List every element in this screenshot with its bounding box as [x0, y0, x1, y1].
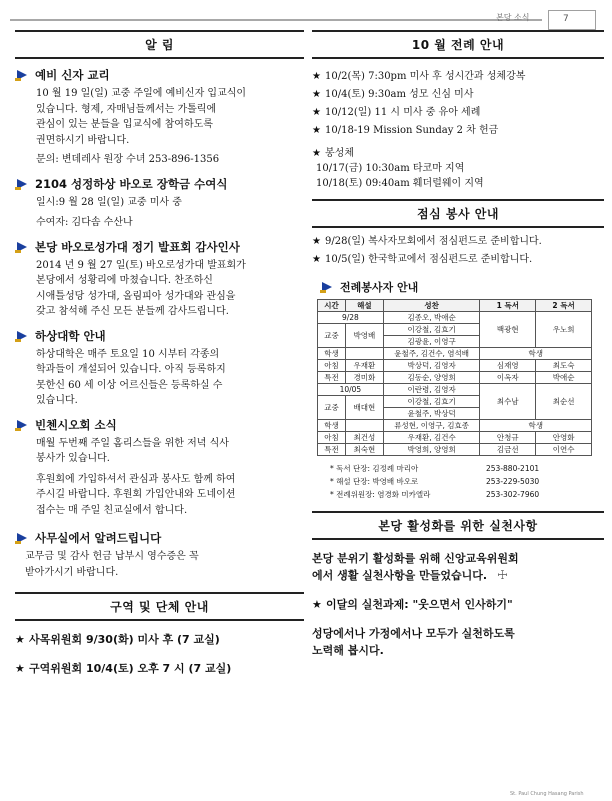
table-cell: 학생	[318, 348, 346, 360]
table-cell: 이옥자	[480, 372, 536, 384]
practice-body	[312, 550, 604, 659]
text-line: 수여자: 김다솜 수산나	[36, 217, 133, 228]
contact-label: * 전례위원장: 염경화 미카엘라	[330, 490, 431, 499]
table-cell: 윤철주, 박상덕	[383, 408, 480, 420]
lunch-text: 9/28(일) 복사자모회에서 점심펀드로 준비합니다.	[325, 236, 542, 247]
notice-item-body	[36, 436, 304, 519]
table-row	[318, 384, 592, 396]
text-line: 관심이 있는 분들을 입교식에 참여하도록	[36, 119, 213, 130]
table-cell: 박애순	[536, 372, 592, 384]
table-cell: 백광현	[480, 312, 536, 348]
text-line: 받아가시기 바랍니다.	[25, 566, 119, 578]
table-cell: 우노희	[536, 312, 592, 348]
text-line: 매월 두번째 주일 홈리스들을 위한 저녁 식사	[36, 437, 229, 449]
liturgy-list	[312, 69, 604, 191]
star-icon: ★	[312, 89, 321, 100]
star-icon: ★	[312, 107, 321, 118]
table-cell: 우재환	[345, 360, 383, 372]
text-line: 있습니다. 형제, 자매님들께서는 가톨릭에	[36, 103, 217, 115]
lunch-item	[312, 234, 604, 249]
table-header-row	[318, 300, 592, 312]
table-cell: 최수남	[480, 384, 536, 420]
table-header: 성찬	[383, 300, 480, 312]
notice-item-title	[15, 328, 304, 344]
notice-item-heading: 예비 신자 교리	[35, 68, 110, 82]
text-line: 봉사가 있습니다.	[36, 453, 110, 464]
group-item	[15, 631, 304, 648]
table-row	[318, 348, 592, 360]
table-cell: 학생	[480, 348, 592, 360]
anointing-text: 10/17(금) 10:30am 타코마 지역	[316, 163, 465, 174]
notice-item-body	[36, 195, 304, 231]
liturgy-text: 10/4(토) 9:30am 성모 신심 미사	[325, 89, 474, 100]
anointing-title: 봉성체	[325, 148, 354, 159]
table-row	[318, 312, 592, 324]
notice-item-title	[15, 530, 304, 546]
table-cell: 박상덕, 김영자	[383, 360, 480, 372]
notice-item-title	[15, 67, 304, 83]
table-cell: 아침	[318, 432, 346, 444]
groups-title: 구역 및 단체 안내	[15, 592, 304, 621]
table-cell: 윤철주, 김건수, 염석배	[383, 348, 480, 360]
pointer-bullet-icon	[15, 330, 29, 342]
servers-table	[317, 299, 592, 456]
text-line: 갖고 참석해 주신 모든 분들께 감사드립니다.	[36, 306, 229, 317]
contact-label: * 독서 단장: 김정례 마리아	[330, 464, 419, 473]
contact-row	[330, 488, 604, 501]
table-cell: 학생	[480, 420, 592, 432]
table-cell: 이강철, 김효기	[383, 396, 480, 408]
star-icon: ★	[15, 633, 25, 646]
table-cell: 특전	[318, 372, 346, 384]
contacts-list	[330, 462, 604, 501]
liturgy-text: 10/18-19 Mission Sunday 2 차 헌금	[325, 125, 499, 136]
table-header: 1 독서	[480, 300, 536, 312]
table-cell: 박영희, 양영희	[383, 444, 480, 456]
pointer-bullet-icon	[320, 281, 334, 293]
date-cell: 10/05	[318, 384, 384, 396]
table-cell: 교중	[318, 396, 346, 420]
notice-item-heading: 빈첸시오회 소식	[35, 417, 117, 432]
group-text: 사목위원회 9/30(화) 미사 후 (7 교실)	[29, 633, 220, 646]
liturgy-item	[312, 105, 604, 120]
group-text: 구역위원회 10/4(토) 오후 7 시 (7 교실)	[29, 662, 232, 675]
text-line: 후원회에 가입하셔서 관심과 봉사도 함께 하여	[36, 473, 236, 485]
table-cell: 아침	[318, 360, 346, 372]
cursor-icon: ☩	[497, 568, 508, 582]
header-section: 본당 소식	[496, 13, 530, 22]
lunch-title: 점심 봉사 안내	[312, 199, 604, 228]
pointer-bullet-icon	[15, 178, 29, 190]
table-row	[318, 360, 592, 372]
table-row	[318, 372, 592, 384]
table-cell: 이란령, 김영자	[383, 384, 480, 396]
footer-text: St. Paul Chung Hasang Parish	[510, 791, 584, 797]
contact-phone: 253-302-7960	[486, 490, 540, 499]
contact-phone: 253-880-2101	[486, 464, 540, 473]
text-line: 일시:9 월 28 일(일) 교중 미사 중	[36, 196, 182, 208]
star-icon: ★	[312, 236, 321, 247]
notice-item-body	[25, 549, 304, 580]
star-icon: ★	[15, 662, 25, 675]
pointer-bullet-icon	[15, 532, 29, 544]
date-cell: 9/28	[318, 312, 384, 324]
liturgy-item	[312, 87, 604, 102]
practice-text: 에서 생활 실천사항을 만들었습니다.	[312, 569, 488, 582]
table-cell: 최숙현	[345, 444, 383, 456]
table-cell: 이강철, 김효기	[383, 324, 480, 336]
text-line: 권면하시기 바랍니다.	[36, 134, 130, 146]
notice-item-body	[36, 347, 304, 409]
practice-title: 본당 활성화를 위한 실천사항	[312, 511, 604, 540]
text-line: 주시길 바랍니다. 후원회 가입안내와 도네이션	[36, 489, 236, 500]
table-row	[318, 432, 592, 444]
star-icon: ★	[312, 148, 321, 159]
liturgy-title: 10 월 전례 안내	[312, 30, 604, 59]
table-cell: 김동순, 양영희	[383, 372, 480, 384]
notice-item-title	[15, 417, 304, 433]
lunch-text: 10/5(일) 한국학교에서 점심펀드로 준비합니다.	[325, 254, 533, 265]
servers-title: 전례봉사자 안내	[340, 281, 419, 294]
text-line: 접수는 매 주일 친교실에서 합니다.	[36, 504, 188, 516]
table-cell: 최건성	[345, 432, 383, 444]
lunch-item	[312, 252, 604, 267]
liturgy-text: 10/12(일) 11 시 미사 중 유아 세례	[325, 107, 481, 118]
left-column	[15, 30, 304, 677]
contact-row	[330, 475, 604, 488]
right-column	[312, 30, 604, 659]
lunch-list	[312, 234, 604, 267]
table-cell: 박영배	[345, 324, 383, 348]
table-cell: 교중	[318, 324, 346, 348]
table-cell: 특전	[318, 444, 346, 456]
text-line: 본당에서 성황리에 마쳤습니다. 찬조하신	[36, 275, 213, 286]
table-header: 2 독서	[536, 300, 592, 312]
text-line: 있습니다.	[36, 395, 78, 406]
table-cell: 학생	[318, 420, 346, 432]
contact-phone: 253-229-5030	[486, 477, 540, 486]
liturgy-item	[312, 69, 604, 84]
group-item	[15, 660, 304, 677]
text-line: 시애틀성당 성가대, 올림피아 성가대와 관심을	[36, 290, 236, 302]
practice-text: 본당 분위기 활성화를 위해 신앙교육위원회	[312, 552, 519, 565]
table-cell: 우재환, 김건수	[383, 432, 480, 444]
contact-row	[330, 462, 604, 475]
notice-item-body	[36, 258, 304, 320]
liturgy-text: 10/2(목) 7:30pm 미사 후 성시간과 성체강복	[325, 71, 526, 82]
table-cell: 김광윤, 이영구	[383, 336, 480, 348]
anointing-text: 10/18(토) 09:40am 훼더럴웨이 지역	[316, 178, 484, 189]
notice-item-title	[15, 239, 304, 255]
text-line: 교무금 및 감사 헌금 납부시 영수증은 꼭	[25, 551, 199, 562]
table-cell: 안청규	[480, 432, 536, 444]
star-icon: ★	[312, 254, 321, 265]
text-line: 10 월 19 일(일) 교중 주일에 예비신자 입교식이	[36, 88, 247, 99]
notice-item-heading: 사무실에서 알려드립니다	[35, 531, 162, 545]
anointing-heading	[312, 146, 604, 161]
practice-task-text: 이달의 실천과제: "웃으면서 인사하기"	[326, 598, 513, 611]
table-cell: 이연수	[536, 444, 592, 456]
notice-item-heading: 본당 바오로성가대 정기 발표회 감사인사	[35, 239, 240, 254]
text-line: 학과들이 개설되어 있습니다. 아직 등록하지	[36, 364, 226, 375]
notice-item-heading: 2104 성정하상 바오로 장학금 수여식	[35, 176, 228, 191]
practice-text: 노력해 봅시다.	[312, 644, 384, 657]
notice-item-body	[36, 86, 304, 168]
practice-text-line	[312, 567, 604, 584]
pointer-bullet-icon	[15, 241, 29, 253]
practice-task	[312, 596, 604, 613]
anointing-list	[316, 161, 604, 191]
table-row	[318, 420, 592, 432]
table-row	[318, 444, 592, 456]
star-icon: ★	[312, 598, 322, 611]
star-icon: ★	[312, 125, 321, 136]
table-cell: 최도숙	[536, 360, 592, 372]
table-header: 시간	[318, 300, 346, 312]
contact-label: * 해설 단장: 박영배 바오로	[330, 477, 419, 486]
page-number: 7	[548, 10, 596, 30]
text-line: 못한신 60 세 이상 어르신들은 등록하실 수	[36, 379, 223, 391]
table-cell: 김금선	[480, 444, 536, 456]
star-icon: ★	[312, 71, 321, 82]
table-cell: 안영화	[536, 432, 592, 444]
table-cell: 김종오, 박애순	[383, 312, 480, 324]
liturgy-item	[312, 123, 604, 138]
pointer-bullet-icon	[15, 419, 29, 431]
table-header: 해설	[345, 300, 383, 312]
text-line: 하상대학은 매주 토요일 10 시부터 각종의	[36, 348, 220, 360]
servers-heading	[320, 279, 604, 295]
pointer-bullet-icon	[15, 69, 29, 81]
table-cell: 최순선	[536, 384, 592, 420]
notice-item-heading: 하상대학 안내	[35, 328, 106, 343]
table-cell: 심재영	[480, 360, 536, 372]
groups-list	[15, 631, 304, 677]
notice-item-title	[15, 176, 304, 192]
text-line: 2014 년 9 월 27 일(토) 바오로성가대 발표회가	[36, 259, 246, 271]
header-rule	[10, 19, 542, 21]
table-cell: 류성현, 이영구, 김효종	[383, 420, 480, 432]
practice-text: 성당에서나 가정에서나 모두가 실천하도록	[312, 627, 515, 640]
table-cell: 경미화	[345, 372, 383, 384]
table-cell: 배대현	[345, 396, 383, 420]
notice-title: 알 림	[15, 30, 304, 59]
text-line: 문의: 변데레사 원장 수녀 253-896-1356	[36, 154, 220, 165]
